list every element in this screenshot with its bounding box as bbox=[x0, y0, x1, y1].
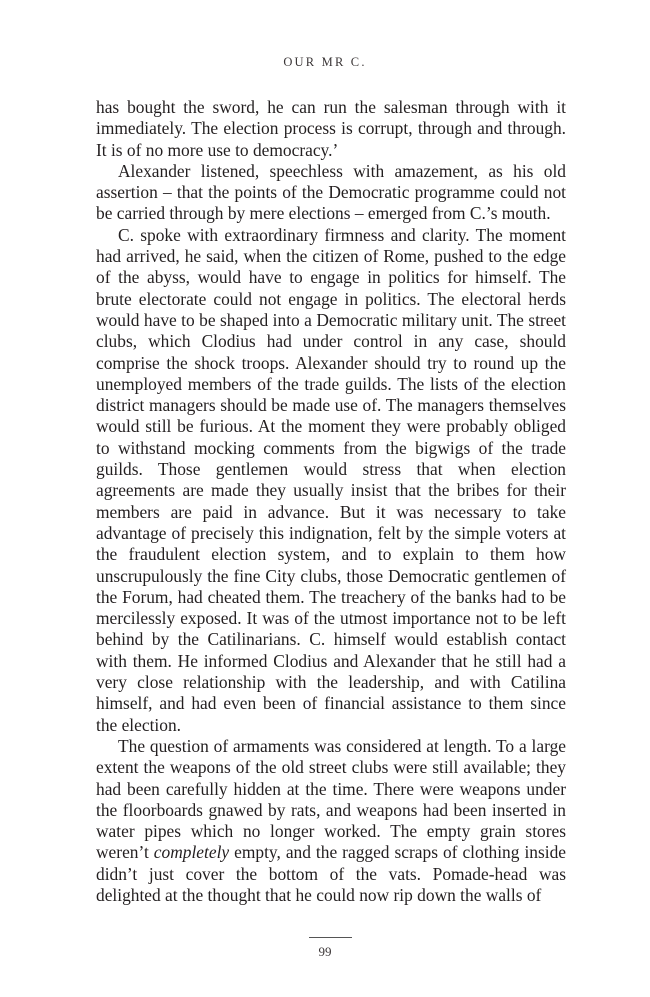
paragraph: Alexander listened, speechless with amazement, as his old assertion – that the points of the Democratic programme could not be carried through by mere elections – emerged from C.’s mouth. bbox=[96, 160, 566, 224]
paragraph: has bought the sword, he can run the salesman through with it immediately. The election process is corrupt, through and through. It is of no more use to democracy.’ bbox=[96, 97, 566, 160]
body-text bbox=[96, 97, 566, 906]
running-head: OUR MR C. bbox=[283, 55, 367, 69]
paragraph: C. spoke with extraordinary firmness and clarity. The moment had arrived, he said, when the citizen of Rome, pushed to the edge of the abyss, would have to engage in politics for himself. The brute electorate could not engage in politics. The electoral herds would have to be shaped into a Democratic military unit. The street clubs, which Clodius had under control in any case, should comprise the shock troops. Alexander should try to round up the unemployed members of the trade guilds. The lists of the election district managers should be made use of. The managers themselves would still be furious. At the moment they were probably obliged to withstand mocking comments from the bigwigs of the trade guilds. Those gentlemen would stress that when election agreements are made they usually insist that the bribes for their members are paid in advance. But it was necessary to take advantage of precisely this indignation, felt by the simple voters at the fraudulent election system, and to explain to them how unscrupulously the fine City clubs, those Democratic gentlemen of the Forum, had cheated them. The treachery of the banks had to be mercilessly exposed. It was of the utmost importance not to be left behind by the Catilinarians. C. himself would establish contact with them. He informed Clodius and Alexander that he still had a very close relationship with the leadership, and with Catilina himself, and had even been of financial assistance to them since the election. bbox=[96, 224, 566, 735]
emphasis-text: completely bbox=[153, 842, 230, 863]
paragraph-text: empty, and the ragged scraps of clothing inside didn’t just cover the bottom of the vats. Pomade-head was delighted at the thought that he could now rip down the walls of bbox=[96, 842, 566, 905]
page-number: 99 bbox=[318, 944, 332, 959]
paragraph-text: The question of armaments was considered at length. To a large extent the weapons of the old street clubs were still available; they had been carefully hidden at the time. There were weapons under the floorboards gnawed by rats, and weapons had been inserted in water pipes which no longer worked. The empty grain stores weren’t bbox=[96, 735, 566, 863]
folio-rule bbox=[309, 937, 352, 938]
paragraph bbox=[96, 736, 566, 906]
